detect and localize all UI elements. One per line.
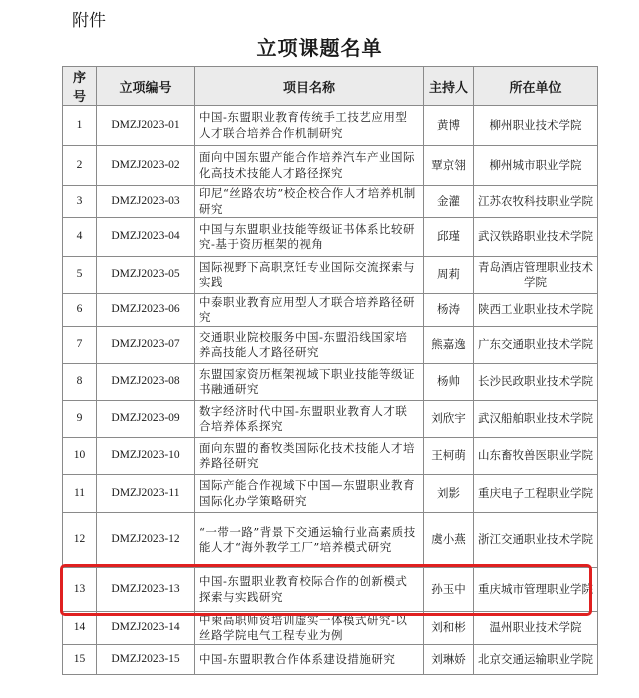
project-code: DMZJ2023-03 [97,186,195,218]
row-number: 8 [63,364,97,401]
project-name: “一带一路”背景下交通运输行业高素质技能人才“海外教学工厂”培养模式研究 [195,513,424,568]
project-name: 中国与东盟职业技能等级证书体系比较研究-基于资历框架的视角 [195,218,424,257]
project-org: 柳州职业技术学院 [474,106,598,146]
project-code: DMZJ2023-14 [97,612,195,645]
project-table [62,66,598,675]
table-row [63,645,598,675]
table-row [63,513,598,568]
project-code: DMZJ2023-15 [97,645,195,675]
project-org: 陕西工业职业技术学院 [474,294,598,327]
project-org: 北京交通运输职业学院 [474,645,598,675]
row-number: 7 [63,327,97,364]
project-host: 刘琳娇 [424,645,474,675]
table-row [63,294,598,327]
project-host: 黄博 [424,106,474,146]
row-number: 14 [63,612,97,645]
project-name: 国际产能合作视域下中国—东盟职业教育国际化办学策略研究 [195,475,424,513]
table-row [63,568,598,612]
project-org: 重庆城市管理职业学院 [474,568,598,612]
project-code: DMZJ2023-05 [97,257,195,294]
project-org: 浙江交通职业技术学院 [474,513,598,568]
table-row [63,438,598,475]
table-row [63,218,598,257]
project-org: 武汉铁路职业技术学院 [474,218,598,257]
table-row [63,475,598,513]
project-name: 数字经济时代中国-东盟职业教育人才联合培养体系探究 [195,401,424,438]
project-org: 柳州城市职业学院 [474,146,598,186]
project-name: 印尼“丝路农坊”校企校合作人才培养机制研究 [195,186,424,218]
project-code: DMZJ2023-13 [97,568,195,612]
project-code: DMZJ2023-08 [97,364,195,401]
row-number: 15 [63,645,97,675]
project-name: 中泰职业教育应用型人才联合培养路径研究 [195,294,424,327]
row-number: 12 [63,513,97,568]
project-org: 武汉船舶职业技术学院 [474,401,598,438]
project-host: 周莉 [424,257,474,294]
attachment-label: 附件 [72,11,106,31]
project-org: 长沙民政职业技术学院 [474,364,598,401]
column-header-host: 主持人 [424,67,474,106]
row-number: 13 [63,568,97,612]
project-code: DMZJ2023-02 [97,146,195,186]
row-number: 3 [63,186,97,218]
table-row [63,106,598,146]
project-org: 青岛酒店管理职业技术学院 [474,257,598,294]
table-row [63,146,598,186]
project-code: DMZJ2023-04 [97,218,195,257]
table-row [63,257,598,294]
row-number: 1 [63,106,97,146]
column-header-org: 所在单位 [474,67,598,106]
project-host: 金灌 [424,186,474,218]
project-host: 杨帅 [424,364,474,401]
table-header [63,67,598,106]
table-row [63,186,598,218]
table-body [63,106,598,675]
table-row [63,327,598,364]
project-org: 江苏农牧科技职业学院 [474,186,598,218]
project-name: 面向中国东盟产能合作培养汽车产业国际化高技术技能人才路径探究 [195,146,424,186]
row-number: 5 [63,257,97,294]
table-row [63,612,598,645]
row-number: 10 [63,438,97,475]
table-row [63,401,598,438]
project-org: 山东畜牧兽医职业学院 [474,438,598,475]
row-number: 4 [63,218,97,257]
project-name: 东盟国家资历框架视域下职业技能等级证书融通研究 [195,364,424,401]
project-host: 邱瑾 [424,218,474,257]
row-number: 2 [63,146,97,186]
project-host: 刘欣宇 [424,401,474,438]
row-number: 11 [63,475,97,513]
project-host: 熊嘉逸 [424,327,474,364]
project-code: DMZJ2023-09 [97,401,195,438]
column-header-no: 序号 [63,67,97,106]
project-name: 中柬高职师资培训虚实一体模式研究-以丝路学院电气工程专业为例 [195,612,424,645]
page-title: 立项课题名单 [256,36,383,60]
project-host: 王柯萌 [424,438,474,475]
project-name: 中国-东盟职教合作体系建设措施研究 [195,645,424,675]
row-number: 6 [63,294,97,327]
project-org: 重庆电子工程职业学院 [474,475,598,513]
project-name: 交通职业院校服务中国-东盟沿线国家培养高技能人才路径研究 [195,327,424,364]
project-name: 中国-东盟职业教育校际合作的创新模式探索与实践研究 [195,568,424,612]
project-code: DMZJ2023-06 [97,294,195,327]
column-header-name: 项目名称 [195,67,424,106]
project-host: 杨涛 [424,294,474,327]
project-org: 广东交通职业技术学院 [474,327,598,364]
table-row [63,364,598,401]
project-host: 刘和彬 [424,612,474,645]
project-host: 覃京翎 [424,146,474,186]
project-code: DMZJ2023-07 [97,327,195,364]
project-code: DMZJ2023-10 [97,438,195,475]
project-name: 中国-东盟职业教育传统手工技艺应用型人才联合培养合作机制研究 [195,106,424,146]
table-header-row [63,67,598,106]
project-name: 面向东盟的畜牧类国际化技术技能人才培养路径研究 [195,438,424,475]
project-name: 国际视野下高职烹饪专业国际交流探索与实践 [195,257,424,294]
project-org: 温州职业技术学院 [474,612,598,645]
project-code: DMZJ2023-01 [97,106,195,146]
row-number: 9 [63,401,97,438]
project-host: 虞小燕 [424,513,474,568]
column-header-code: 立项编号 [97,67,195,106]
project-host: 刘影 [424,475,474,513]
project-host: 孙玉中 [424,568,474,612]
project-code: DMZJ2023-12 [97,513,195,568]
project-code: DMZJ2023-11 [97,475,195,513]
